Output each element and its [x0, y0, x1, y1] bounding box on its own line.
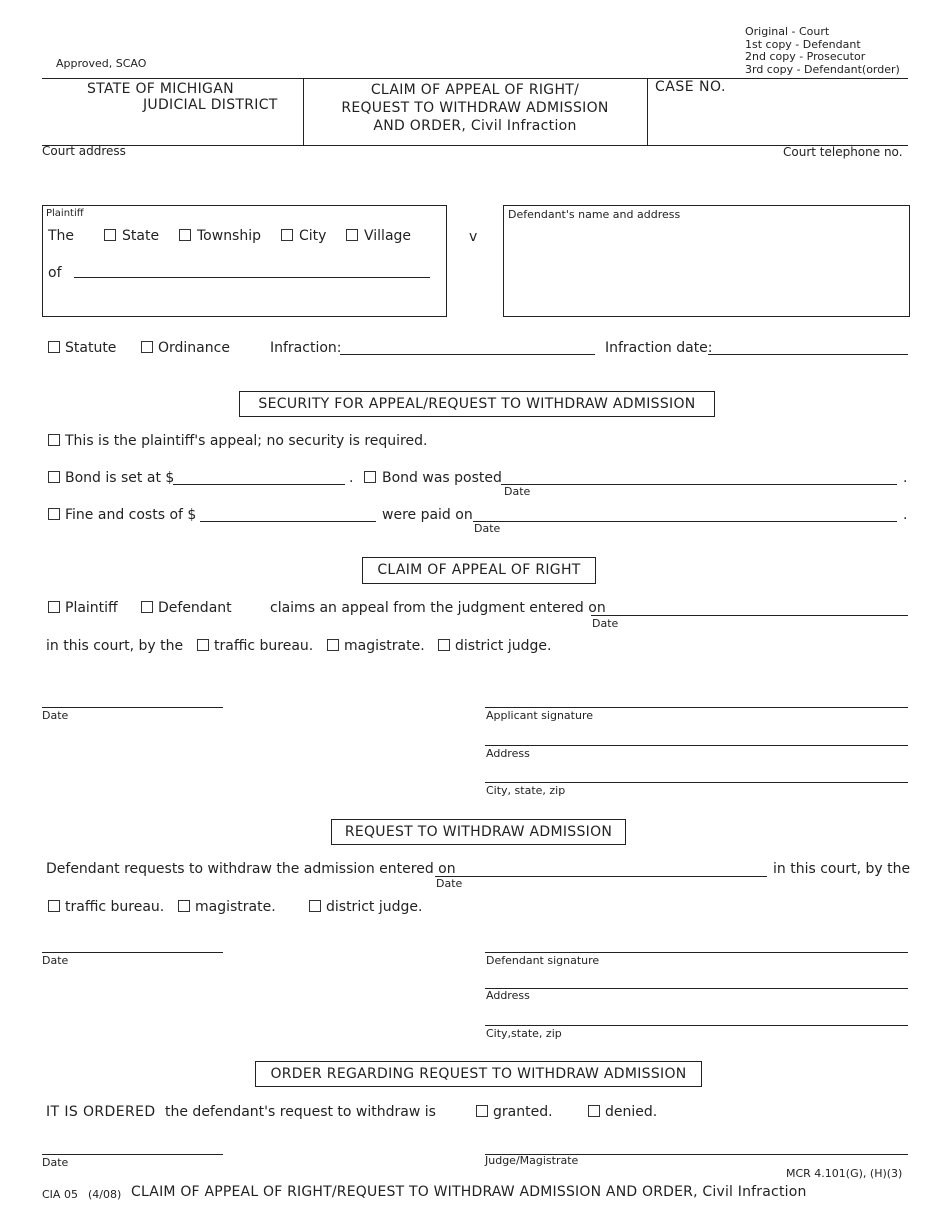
granted-label: granted. — [493, 1104, 553, 1120]
plaintiff-label: Plaintiff — [46, 208, 84, 219]
period: . — [349, 470, 354, 486]
district-judge-label: district judge. — [326, 899, 423, 915]
appeal-plaintiff-checkbox[interactable] — [48, 601, 60, 613]
bond-set-label: Bond is set at $ — [65, 470, 175, 486]
denied-checkbox[interactable] — [588, 1105, 600, 1117]
applicant-address-field[interactable] — [485, 745, 908, 746]
bond-posted-date-field[interactable] — [501, 484, 897, 485]
defendant-signature-caption: Defendant signature — [486, 954, 600, 967]
ordinance-checkbox[interactable] — [141, 341, 153, 353]
form-title-line: REQUEST TO WITHDRAW ADMISSION — [341, 100, 609, 116]
form-title-line: CLAIM OF APPEAL OF RIGHT/ — [370, 82, 580, 98]
in-court-text: in this court, by the — [773, 861, 911, 877]
date-caption: Date — [504, 485, 531, 498]
appeal-defendant-checkbox[interactable] — [141, 601, 153, 613]
plaintiff-appeal-checkbox[interactable] — [48, 434, 60, 446]
traffic-bureau-label: traffic bureau. — [65, 899, 165, 915]
statute-checkbox[interactable] — [48, 341, 60, 353]
case-no-label: CASE NO. — [655, 79, 726, 95]
bond-amount-field[interactable] — [173, 484, 345, 485]
withdraw-request-text: Defendant requests to withdraw the admission entered on — [46, 861, 456, 877]
security-heading: SECURITY FOR APPEAL/REQUEST TO WITHDRAW ADMISSION — [239, 391, 715, 417]
fine-costs-amount-field[interactable] — [200, 521, 376, 522]
infraction-date-field[interactable] — [708, 354, 908, 355]
withdraw-district-judge-checkbox[interactable] — [309, 900, 321, 912]
of-label: of — [48, 265, 62, 281]
magistrate-label: magistrate. — [344, 638, 425, 654]
header-divider — [647, 78, 648, 145]
plaintiff-municipality-field[interactable] — [74, 277, 430, 278]
appeal-district-judge-checkbox[interactable] — [438, 639, 450, 651]
form-id: CIA 05 — [42, 1188, 78, 1201]
appeal-heading: CLAIM OF APPEAL OF RIGHT — [362, 557, 596, 584]
appeal-date-field[interactable] — [42, 707, 223, 708]
header-divider — [303, 78, 304, 145]
infraction-field[interactable] — [340, 354, 595, 355]
judge-caption: Judge/Magistrate — [485, 1154, 579, 1167]
in-court-text: in this court, by the — [46, 638, 184, 654]
defendant-signature-field[interactable] — [485, 952, 908, 953]
court-address-label: Court address — [42, 144, 126, 158]
address-caption: Address — [486, 989, 530, 1002]
order-heading: ORDER REGARDING REQUEST TO WITHDRAW ADMISSION — [255, 1061, 702, 1087]
denied-label: denied. — [605, 1104, 658, 1120]
fine-costs-checkbox[interactable] — [48, 508, 60, 520]
appeal-magistrate-checkbox[interactable] — [327, 639, 339, 651]
state-checkbox[interactable] — [104, 229, 116, 241]
bond-set-checkbox[interactable] — [48, 471, 60, 483]
traffic-bureau-label: traffic bureau. — [214, 638, 314, 654]
date-caption: Date — [592, 617, 619, 630]
withdraw-traffic-bureau-checkbox[interactable] — [48, 900, 60, 912]
defendant-box[interactable] — [503, 205, 910, 317]
date-caption: Date — [436, 877, 463, 890]
header-bottom-rule — [42, 145, 908, 146]
city-label: City — [299, 228, 327, 244]
form-title — [305, 81, 645, 135]
withdraw-heading: REQUEST TO WITHDRAW ADMISSION — [331, 819, 626, 845]
township-checkbox[interactable] — [179, 229, 191, 241]
defendant-label: Defendant's name and address — [508, 208, 681, 221]
it-is-ordered: IT IS ORDERED — [46, 1104, 156, 1120]
admission-date-field[interactable] — [435, 876, 767, 877]
city-checkbox[interactable] — [281, 229, 293, 241]
court-rule-reference: MCR 4.101(G), (H)(3) — [786, 1167, 903, 1180]
the-label: The — [48, 228, 75, 244]
were-paid-label: were paid on — [382, 507, 473, 523]
order-text: the defendant's request to withdraw is — [165, 1104, 436, 1120]
judicial-district: JUDICIAL DISTRICT — [143, 97, 278, 113]
city-state-zip-caption: City,state, zip — [486, 1027, 562, 1040]
state-of-michigan: STATE OF MICHIGAN — [87, 81, 234, 97]
form-title-line: AND ORDER, Civil Infraction — [373, 118, 577, 134]
footer-title: CLAIM OF APPEAL OF RIGHT/REQUEST TO WITHDRAW ADMISSION AND ORDER, Civil Infraction — [131, 1184, 807, 1200]
withdraw-date-field[interactable] — [42, 952, 223, 953]
plaintiff-appeal-text: This is the plaintiff's appeal; no security is required. — [65, 433, 428, 449]
order-date-field[interactable] — [42, 1154, 223, 1155]
statute-label: Statute — [65, 340, 117, 356]
copy-line: 1st copy - Defendant — [745, 37, 861, 51]
township-label: Township — [197, 228, 262, 244]
magistrate-label: magistrate. — [195, 899, 276, 915]
village-checkbox[interactable] — [346, 229, 358, 241]
applicant-city-field[interactable] — [485, 782, 908, 783]
city-state-zip-caption: City, state, zip — [486, 784, 566, 797]
district-judge-label: district judge. — [455, 638, 552, 654]
copy-line: Original - Court — [745, 25, 830, 38]
appeal-traffic-bureau-checkbox[interactable] — [197, 639, 209, 651]
copy-distribution — [745, 26, 900, 76]
village-label: Village — [364, 228, 412, 244]
state-label: State — [122, 228, 160, 244]
bond-posted-label: Bond was posted — [382, 470, 502, 486]
date-caption: Date — [42, 954, 69, 967]
granted-checkbox[interactable] — [476, 1105, 488, 1117]
infraction-date-label: Infraction date: — [605, 340, 713, 356]
judgment-date-field[interactable] — [591, 615, 908, 616]
date-caption: Date — [474, 522, 501, 535]
applicant-signature-caption: Applicant signature — [486, 709, 593, 722]
applicant-signature-field[interactable] — [485, 707, 908, 708]
withdraw-magistrate-checkbox[interactable] — [178, 900, 190, 912]
infraction-label: Infraction: — [270, 340, 342, 356]
fine-paid-date-field[interactable] — [473, 521, 897, 522]
header-top-rule — [42, 78, 908, 79]
address-caption: Address — [486, 747, 530, 760]
form-revision: (4/08) — [88, 1188, 122, 1201]
plaintiff-box — [42, 205, 447, 317]
fine-costs-label: Fine and costs of $ — [65, 507, 197, 523]
defendant-city-field[interactable] — [485, 1025, 908, 1026]
defendant-address-field[interactable] — [485, 988, 908, 989]
versus-label: v — [469, 229, 478, 245]
bond-posted-checkbox[interactable] — [364, 471, 376, 483]
date-caption: Date — [42, 1156, 69, 1169]
appeal-defendant-label: Defendant — [158, 600, 232, 616]
approved-label: Approved, SCAO — [56, 57, 147, 70]
period: . — [903, 507, 908, 523]
claims-appeal-text: claims an appeal from the judgment entered on — [270, 600, 606, 616]
court-telephone-label: Court telephone no. — [783, 145, 903, 159]
period: . — [903, 470, 908, 486]
copy-line: 3rd copy - Defendant(order) — [745, 62, 900, 76]
ordinance-label: Ordinance — [158, 340, 230, 356]
date-caption: Date — [42, 709, 69, 722]
appeal-plaintiff-label: Plaintiff — [65, 600, 118, 616]
copy-line: 2nd copy - Prosecutor — [745, 50, 866, 63]
